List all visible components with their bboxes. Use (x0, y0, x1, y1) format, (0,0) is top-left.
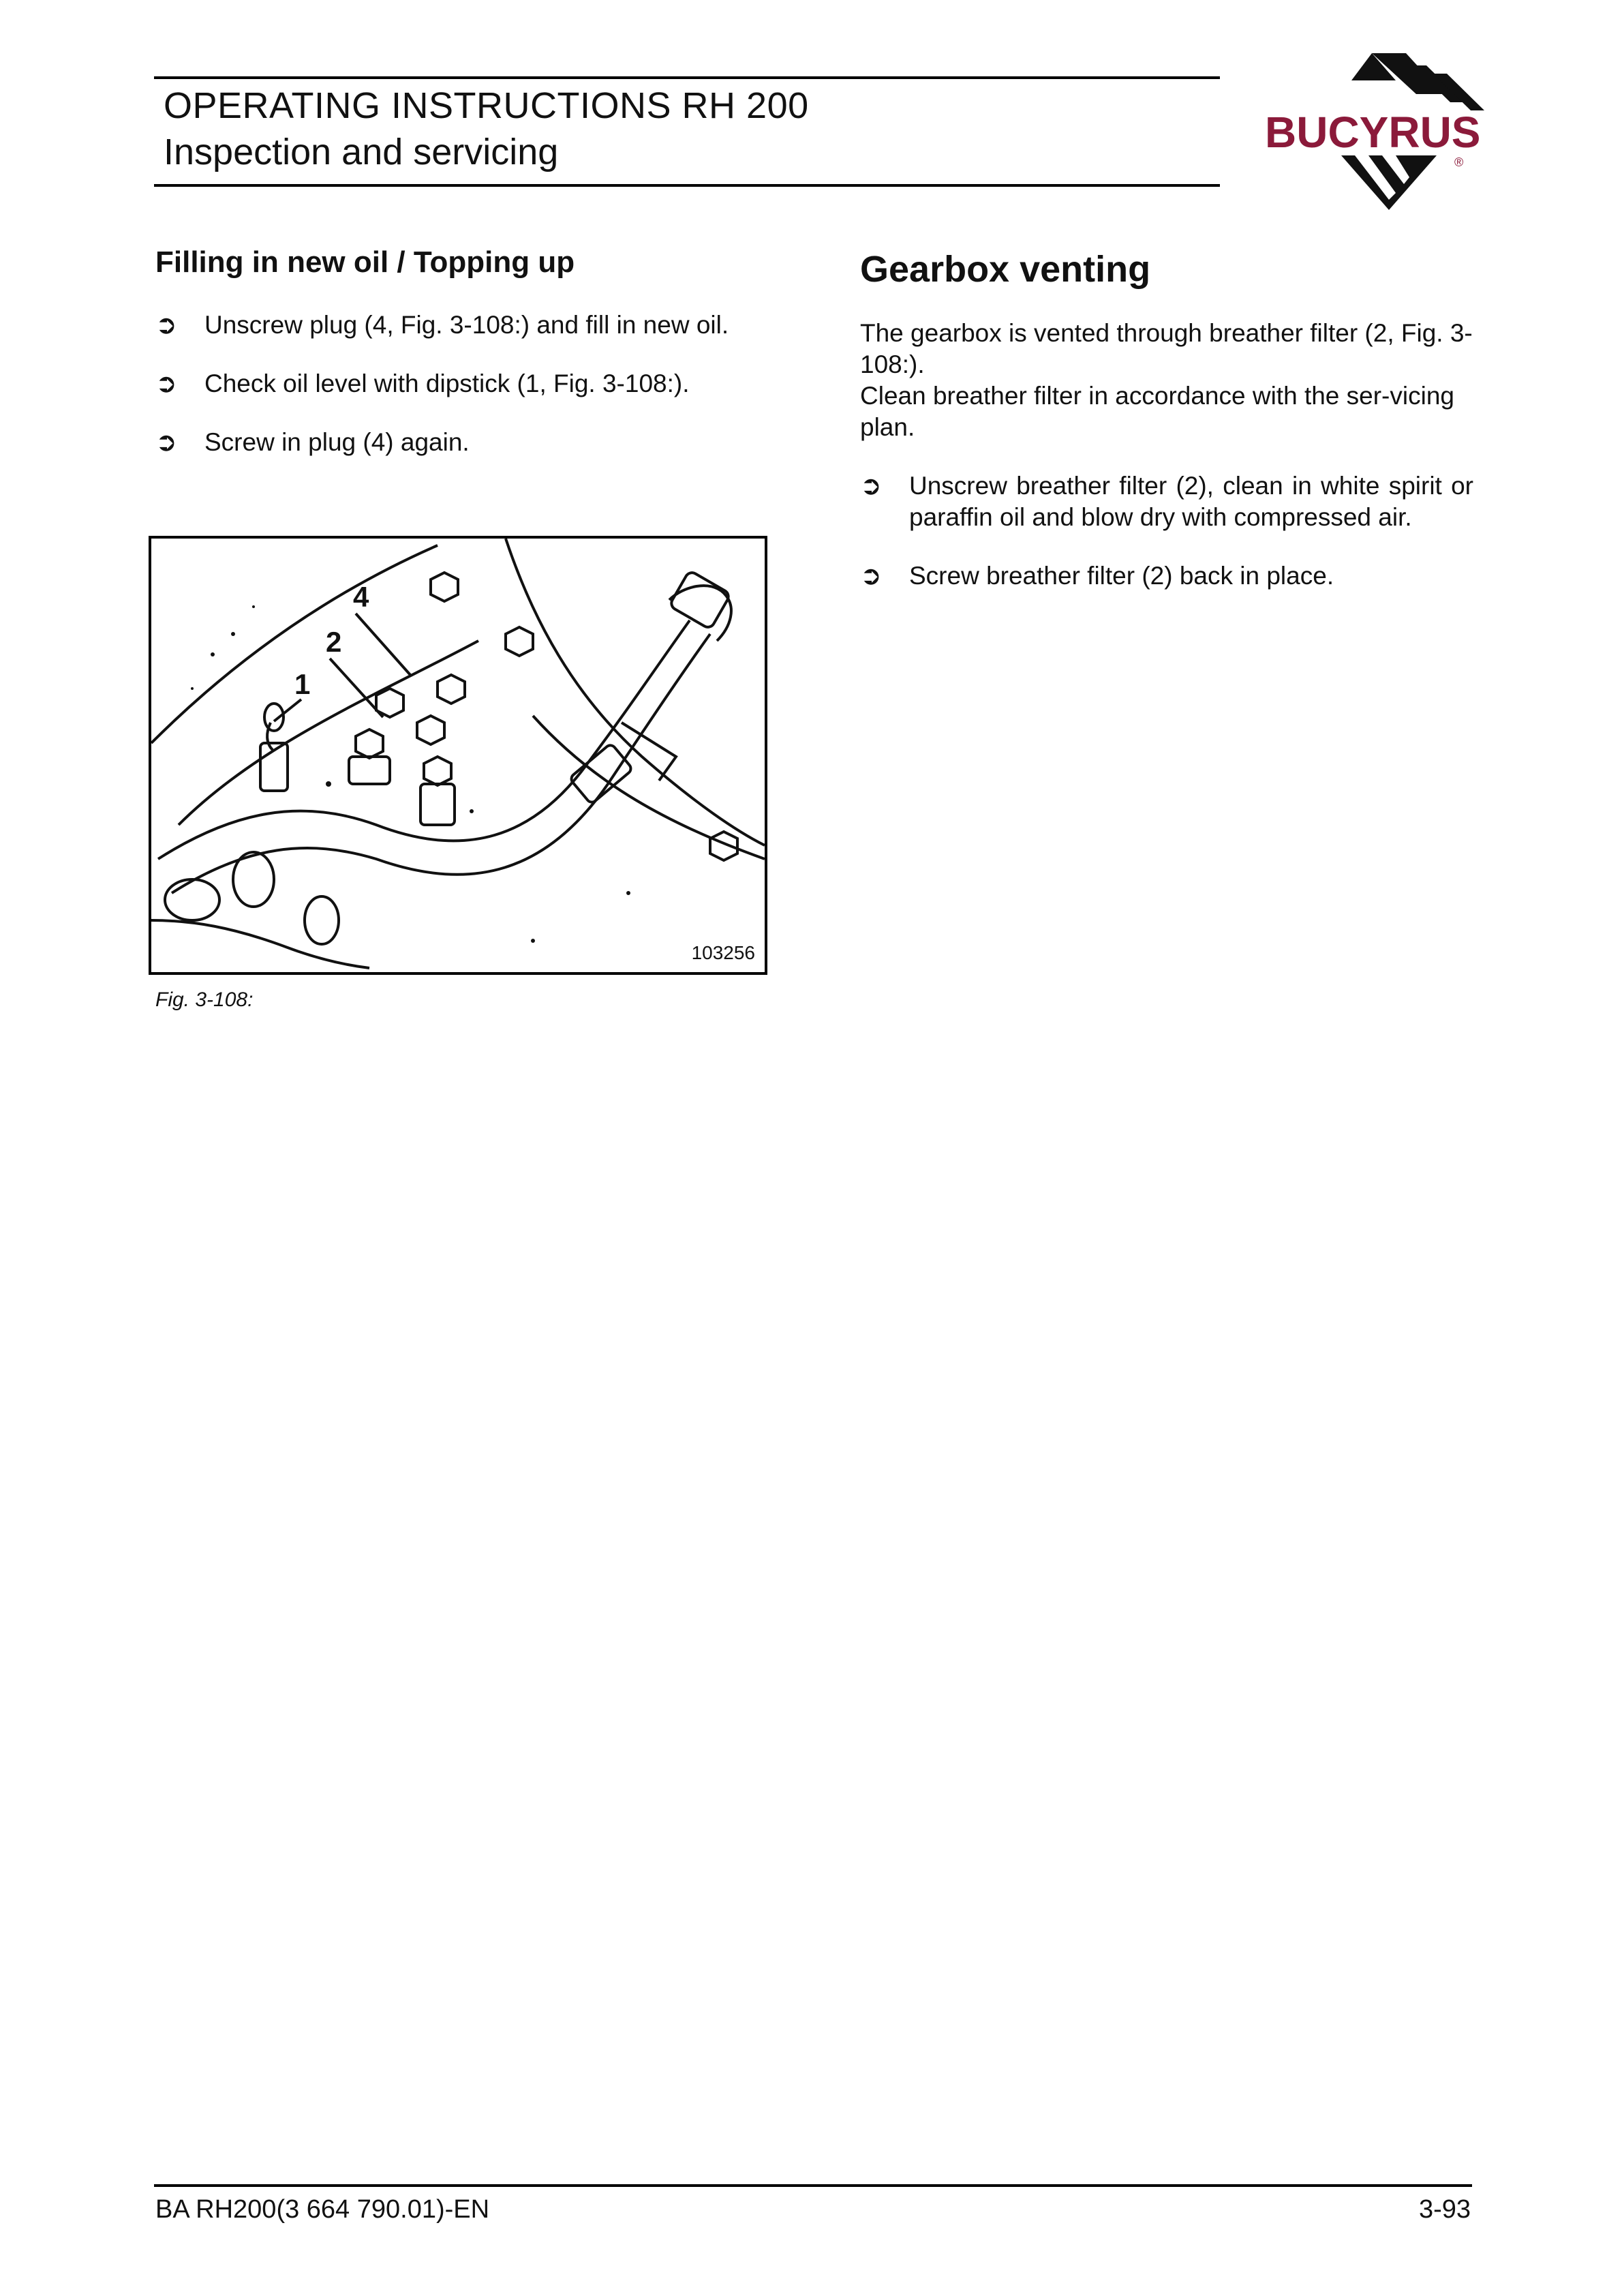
bucyrus-logo (1259, 53, 1518, 217)
callout-2: 2 (326, 626, 342, 658)
header-bottom-rule (154, 184, 1220, 187)
section-subtitle: Inspection and servicing (164, 132, 559, 172)
list-item (860, 560, 1473, 592)
step-text: Screw in plug (4) again. (204, 428, 470, 456)
footer-document-reference: BA RH200(3 664 790.01)-EN (155, 2195, 490, 2224)
section-heading-filling-oil: Filling in new oil / Topping up (155, 245, 575, 279)
footer-rule (154, 2184, 1472, 2187)
left-column (155, 245, 769, 485)
venting-paragraph-2: Clean breather filter in accordance with the ser-vicing plan. (860, 382, 1454, 441)
list-item (155, 309, 769, 341)
section-heading-gearbox-venting: Gearbox venting (860, 249, 1151, 290)
list-item (155, 427, 769, 458)
step-text: Screw breather filter (2) back in place. (909, 562, 1334, 590)
step-text: Unscrew plug (4, Fig. 3-108:) and fill in new oil. (204, 311, 729, 339)
list-item (860, 470, 1473, 533)
figure-gearbox-photo (149, 536, 767, 975)
arrow-bullet-icon: ➲ (155, 369, 177, 398)
gearbox-line-drawing (151, 539, 765, 972)
registered-mark: ® (1454, 155, 1464, 169)
document-title: OPERATING INSTRUCTIONS RH 200 (164, 85, 809, 126)
filling-steps-list (155, 309, 769, 458)
venting-description (860, 318, 1473, 443)
venting-steps-list (860, 470, 1473, 592)
figure-caption: Fig. 3-108: (155, 988, 254, 1011)
right-column (860, 245, 1473, 619)
list-item (155, 368, 769, 399)
arrow-bullet-icon: ➲ (155, 428, 177, 457)
callout-1: 1 (294, 668, 311, 700)
callout-4: 4 (353, 581, 369, 613)
step-text: Check oil level with dipstick (1, Fig. 3-108:). (204, 369, 690, 397)
bucyrus-logo-mark (1259, 53, 1518, 217)
header-top-rule (154, 76, 1220, 79)
arrow-bullet-icon: ➲ (155, 311, 177, 339)
page-number: 3-93 (1418, 2195, 1471, 2224)
arrow-bullet-icon: ➲ (860, 562, 882, 590)
logo-wordmark: BUCYRUS (1265, 108, 1481, 157)
arrow-bullet-icon: ➲ (860, 472, 882, 500)
step-text: Unscrew breather filter (2), clean in white spirit or paraffin oil and blow dry with compressed air. (909, 472, 1473, 531)
venting-paragraph-1: The gearbox is vented through breather filter (2, Fig. 3-108:). (860, 319, 1473, 378)
figure-image-id: 103256 (691, 942, 755, 963)
